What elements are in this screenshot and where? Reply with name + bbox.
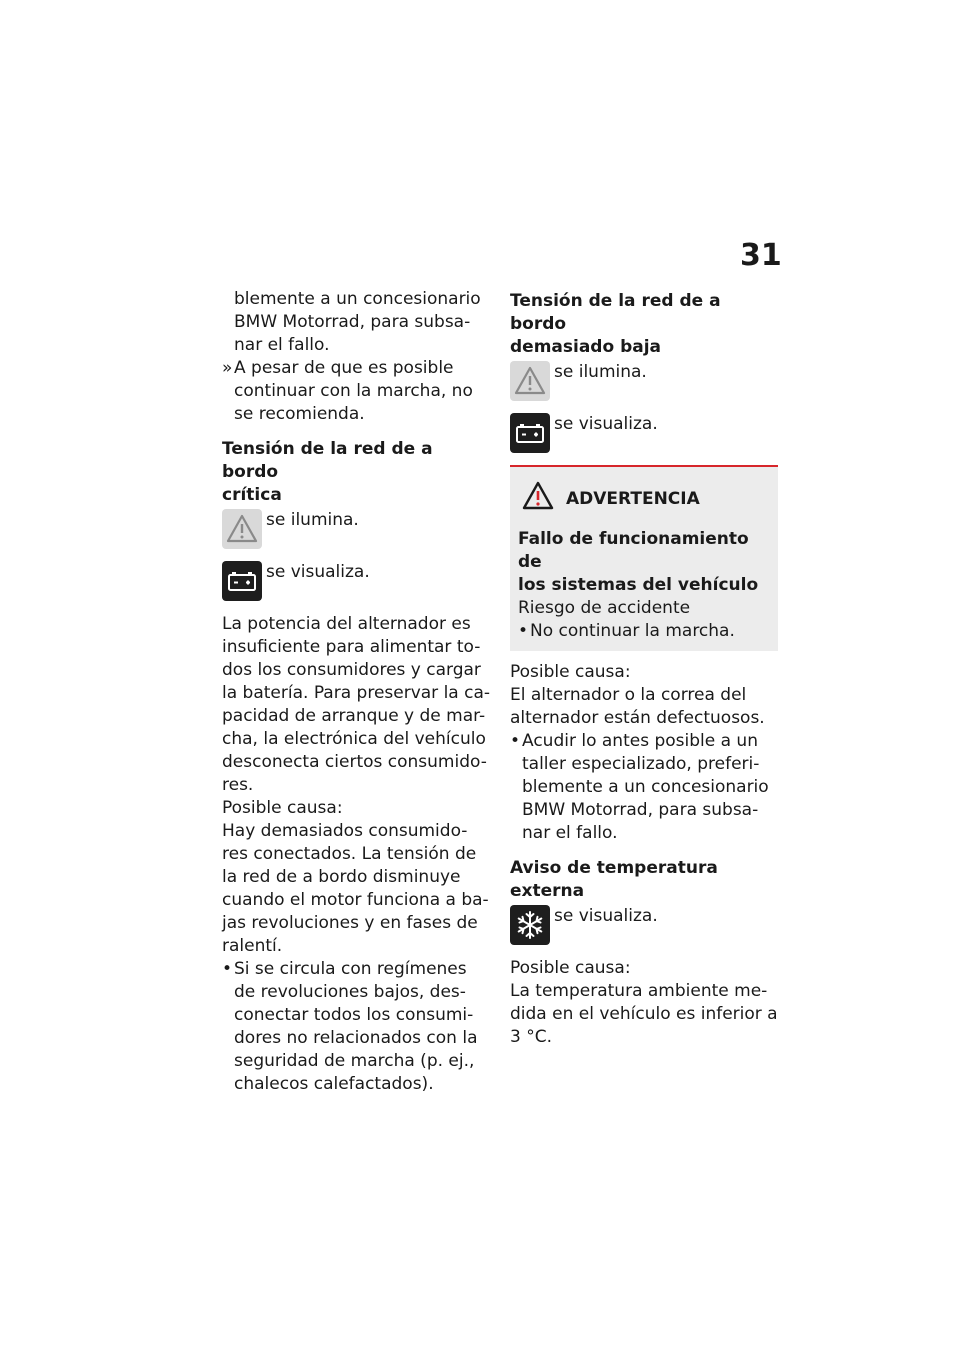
text-line: Hay demasiados consumido- bbox=[222, 821, 468, 841]
warning-triangle-icon bbox=[522, 481, 554, 518]
indicator-text: se ilumina. bbox=[554, 362, 647, 382]
bullet-item bbox=[510, 730, 778, 845]
warning-title: ADVERTENCIA bbox=[566, 489, 700, 509]
result-marker: » bbox=[222, 358, 233, 378]
text-line: La potencia del alternador es bbox=[222, 614, 471, 634]
bullet-marker: • bbox=[222, 959, 233, 979]
text-line: seguridad de marcha (p. ej., bbox=[234, 1051, 475, 1071]
text-line: la batería. Para preservar la ca- bbox=[222, 683, 491, 703]
warning-triangle-icon bbox=[222, 509, 262, 549]
section-heading bbox=[510, 857, 778, 903]
heading-line: Aviso de temperatura externa bbox=[510, 858, 718, 901]
text-line: se recomienda. bbox=[234, 404, 365, 424]
text-line: blemente a un concesionario bbox=[522, 777, 769, 797]
text-line: cha, la electrónica del vehículo bbox=[222, 729, 486, 749]
result-item bbox=[222, 357, 490, 426]
page-number: 31 bbox=[740, 238, 782, 273]
text-line: dida en el vehículo es inferior a bbox=[510, 1004, 778, 1024]
warning-triangle-icon bbox=[510, 361, 550, 401]
text-line: desconecta ciertos consumido- bbox=[222, 752, 487, 772]
indicator-text: se visualiza. bbox=[554, 414, 658, 434]
text-line: insuficiente para alimentar to- bbox=[222, 637, 481, 657]
section-heading bbox=[510, 290, 778, 359]
text-line: A pesar de que es posible bbox=[234, 358, 454, 378]
indicator-text: se visualiza. bbox=[266, 562, 370, 582]
text-line: ralentí. bbox=[222, 936, 283, 956]
text-line: dores no relacionados con la bbox=[234, 1028, 478, 1048]
indicator-row bbox=[222, 509, 490, 549]
text-line: taller especializado, preferi- bbox=[522, 754, 760, 774]
text-line: blemente a un concesionario bbox=[234, 289, 481, 309]
text-line: dos los consumidores y cargar bbox=[222, 660, 481, 680]
heading-line: Tensión de la red de a bordo bbox=[222, 439, 433, 482]
text-line: El alternador o la correa del bbox=[510, 685, 747, 705]
cause-paragraph bbox=[222, 820, 490, 958]
indicator-text: se visualiza. bbox=[554, 906, 658, 926]
indicator-row bbox=[222, 561, 490, 601]
cause-label: Posible causa: bbox=[510, 662, 631, 682]
text-line: continuar con la marcha, no bbox=[234, 381, 473, 401]
battery-icon bbox=[222, 561, 262, 601]
cause-paragraph bbox=[510, 980, 778, 1049]
warning-header bbox=[522, 481, 770, 518]
text-line: cuando el motor funciona a ba- bbox=[222, 890, 489, 910]
text-line: BMW Motorrad, para subsa- bbox=[522, 800, 759, 820]
warning-risk: Riesgo de accidente bbox=[518, 598, 691, 618]
text-line: Si se circula con regímenes bbox=[234, 959, 467, 979]
cause-label: Posible causa: bbox=[222, 798, 343, 818]
text-line: jas revoluciones y en fases de bbox=[222, 913, 478, 933]
battery-icon bbox=[510, 413, 550, 453]
text-line: res conectados. La tensión de bbox=[222, 844, 477, 864]
text-line: No continuar la marcha. bbox=[530, 621, 735, 641]
bullet-marker: • bbox=[518, 621, 529, 641]
heading-line: crítica bbox=[222, 485, 282, 505]
bullet-item bbox=[222, 958, 490, 1096]
continued-text bbox=[222, 288, 490, 357]
text-line: nar el fallo. bbox=[522, 823, 618, 843]
cause-paragraph bbox=[510, 684, 778, 730]
indicator-row bbox=[510, 413, 778, 453]
indicator-row bbox=[510, 905, 778, 945]
warning-bullet bbox=[518, 620, 770, 643]
section-heading bbox=[222, 438, 490, 507]
heading-line: Tensión de la red de a bordo bbox=[510, 291, 721, 334]
text-line: chalecos calefactados). bbox=[234, 1074, 434, 1094]
indicator-row bbox=[510, 361, 778, 401]
description-paragraph bbox=[222, 613, 490, 797]
text-line: 3 °C. bbox=[510, 1027, 552, 1047]
heading-line: demasiado baja bbox=[510, 337, 662, 357]
right-column bbox=[510, 288, 778, 1049]
cause-label: Posible causa: bbox=[510, 958, 631, 978]
warning-subject-line: Fallo de funcionamiento de bbox=[518, 529, 749, 572]
warning-subject-line: los sistemas del vehículo bbox=[518, 575, 759, 595]
text-line: conectar todos los consumi- bbox=[234, 1005, 474, 1025]
text-line: nar el fallo. bbox=[234, 335, 330, 355]
snowflake-icon bbox=[510, 905, 550, 945]
text-line: alternador están defectuosos. bbox=[510, 708, 765, 728]
indicator-text: se ilumina. bbox=[266, 510, 359, 530]
text-line: la red de a bordo disminuye bbox=[222, 867, 461, 887]
text-line: de revoluciones bajos, des- bbox=[234, 982, 466, 1002]
left-column bbox=[222, 288, 490, 1096]
text-line: La temperatura ambiente me- bbox=[510, 981, 768, 1001]
bullet-marker: • bbox=[510, 731, 521, 751]
warning-box bbox=[510, 465, 778, 651]
text-line: Acudir lo antes posible a un bbox=[522, 731, 758, 751]
text-line: BMW Motorrad, para subsa- bbox=[234, 312, 471, 332]
text-line: res. bbox=[222, 775, 254, 795]
text-line: pacidad de arranque y de mar- bbox=[222, 706, 486, 726]
